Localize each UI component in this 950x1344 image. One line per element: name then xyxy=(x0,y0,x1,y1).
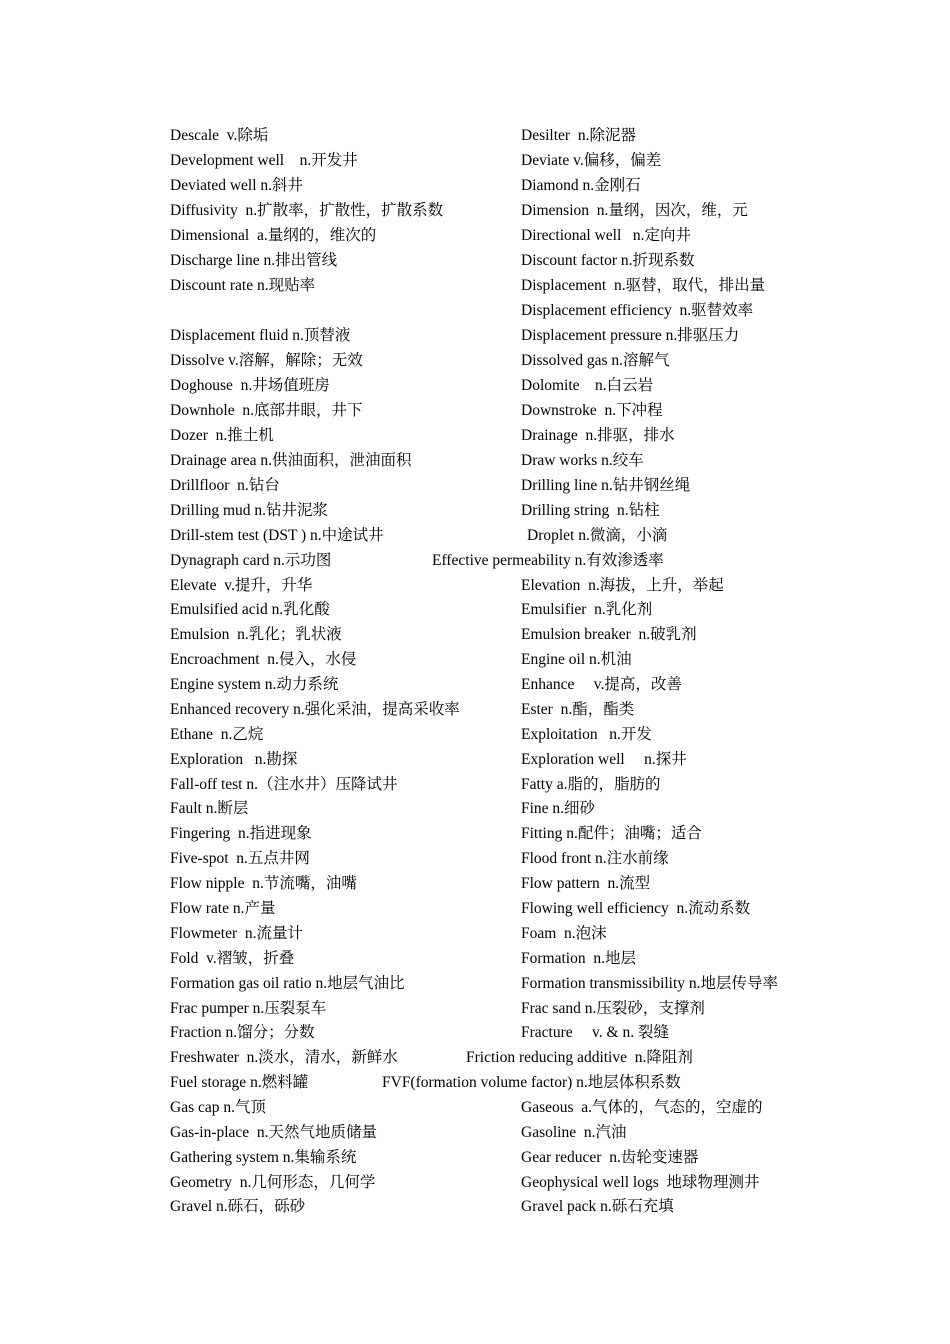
glossary-term-left: Engine system n.动力系统 xyxy=(170,676,339,693)
glossary-term-left: Elevate v.提升，升华 xyxy=(170,577,313,594)
glossary-term-left: Discount rate n.现贴率 xyxy=(170,277,316,294)
glossary-term-right: Dolomite n.白云岩 xyxy=(521,377,654,394)
glossary-term-right: Deviate v.偏移，偏差 xyxy=(521,152,662,169)
glossary-term-right: Displacement n.驱替，取代，排出量 xyxy=(521,277,766,294)
glossary-term-right: Desilter n.除泥器 xyxy=(521,127,636,144)
glossary-term-left: Geometry n.几何形态，几何学 xyxy=(170,1174,376,1191)
glossary-term-right: Fracture v. & n. 裂缝 xyxy=(521,1024,669,1041)
glossary-term-left: Drainage area n.供油面积，泄油面积 xyxy=(170,452,412,469)
glossary-term-right: FVF(formation volume factor) n.地层体积系数 xyxy=(382,1074,681,1091)
glossary-term-left: Development well n.开发井 xyxy=(170,152,358,169)
glossary-term-left: Enhanced recovery n.强化采油，提高采收率 xyxy=(170,701,460,718)
glossary-term-left: Discharge line n.排出管线 xyxy=(170,252,338,269)
glossary-term-right: Gravel pack n.砾石充填 xyxy=(521,1198,674,1215)
glossary-term-left: Dimensional a.量纲的，维次的 xyxy=(170,227,377,244)
glossary-term-right: Gaseous a.气体的，气态的，空虚的 xyxy=(521,1099,763,1116)
glossary-term-right: Elevation n.海拔，上升，举起 xyxy=(521,577,724,594)
glossary-term-right: Emulsifier n.乳化剂 xyxy=(521,601,653,618)
glossary-term-left: Formation gas oil ratio n.地层气油比 xyxy=(170,975,405,992)
glossary-term-right: Droplet n.微滴，小滴 xyxy=(527,527,668,544)
glossary-term-right: Flowing well efficiency n.流动系数 xyxy=(521,900,751,917)
glossary-term-right: Emulsion breaker n.破乳剂 xyxy=(521,626,697,643)
glossary-term-right: Drilling string n.钻柱 xyxy=(521,502,660,519)
glossary-term-right: Fatty a.脂的，脂肪的 xyxy=(521,776,661,793)
glossary-term-left: Drillfloor n.钻台 xyxy=(170,477,280,494)
glossary-term-right: Effective permeability n.有效渗透率 xyxy=(432,552,664,569)
glossary-term-left: Fuel storage n.燃料罐 xyxy=(170,1074,309,1091)
glossary-term-left: Frac pumper n.压裂泵车 xyxy=(170,1000,327,1017)
glossary-term-right: Flood front n.注水前缘 xyxy=(521,850,669,867)
glossary-term-right: Exploration well n.探井 xyxy=(521,751,687,768)
glossary-term-left: Exploration n.勘探 xyxy=(170,751,298,768)
glossary-term-left: Dissolve v.溶解，解除；无效 xyxy=(170,352,363,369)
glossary-term-left: Descale v.除垢 xyxy=(170,127,269,144)
glossary-term-left: Fold v.褶皱，折叠 xyxy=(170,950,295,967)
glossary-term-left: Fault n.断层 xyxy=(170,800,249,817)
glossary-term-left: Gathering system n.集输系统 xyxy=(170,1149,357,1166)
glossary-term-right: Gear reducer n.齿轮变速器 xyxy=(521,1149,699,1166)
glossary-term-right: Directional well n.定向井 xyxy=(521,227,692,244)
glossary-term-left: Dynagraph card n.示功图 xyxy=(170,552,332,569)
glossary-term-left: Downhole n.底部井眼，井下 xyxy=(170,402,363,419)
glossary-term-right: Fine n.细砂 xyxy=(521,800,596,817)
glossary-term-left: Drilling mud n.钻井泥浆 xyxy=(170,502,329,519)
glossary-term-right: Formation transmissibility n.地层传导率 xyxy=(521,975,779,992)
glossary-term-right: Geophysical well logs 地球物理测井 xyxy=(521,1174,760,1191)
glossary-term-right: Engine oil n.机油 xyxy=(521,651,632,668)
glossary-term-right: Fitting n.配件；油嘴；适合 xyxy=(521,825,702,842)
glossary-term-right: Drainage n.排驱，排水 xyxy=(521,427,675,444)
glossary-term-right: Draw works n.绞车 xyxy=(521,452,644,469)
glossary-term-left: Fraction n.馏分；分数 xyxy=(170,1024,315,1041)
glossary-term-right: Enhance v.提高，改善 xyxy=(521,676,682,693)
glossary-term-left: Flow nipple n.节流嘴，油嘴 xyxy=(170,875,357,892)
glossary-term-right: Discount factor n.折现系数 xyxy=(521,252,695,269)
glossary-term-right: Friction reducing additive n.降阻剂 xyxy=(466,1049,693,1066)
glossary-term-left: Five-spot n.五点井网 xyxy=(170,850,310,867)
glossary-term-left: Diffusivity n.扩散率，扩散性，扩散系数 xyxy=(170,202,444,219)
glossary-term-right: Frac sand n.压裂砂，支撑剂 xyxy=(521,1000,705,1017)
glossary-term-right: Drilling line n.钻井钢丝绳 xyxy=(521,477,691,494)
glossary-term-right: Exploitation n.开发 xyxy=(521,726,652,743)
glossary-term-left: Gravel n.砾石，砾砂 xyxy=(170,1198,306,1215)
glossary-term-left: Emulsion n.乳化；乳状液 xyxy=(170,626,342,643)
glossary-term-left: Freshwater n.淡水，清水，新鲜水 xyxy=(170,1049,398,1066)
glossary-term-left: Displacement fluid n.顶替液 xyxy=(170,327,351,344)
glossary-term-left: Fall-off test n.（注水井）压降试井 xyxy=(170,776,398,793)
glossary-term-left: Gas-in-place n.天然气地质储量 xyxy=(170,1124,378,1141)
glossary-term-left: Drill-stem test (DST ) n.中途试井 xyxy=(170,527,384,544)
glossary-term-left: Doghouse n.井场值班房 xyxy=(170,377,330,394)
glossary-term-left: Encroachment n.侵入，水侵 xyxy=(170,651,357,668)
glossary-term-right: Foam n.泡沫 xyxy=(521,925,607,942)
glossary-term-right: Flow pattern n.流型 xyxy=(521,875,651,892)
glossary-term-left: Deviated well n.斜井 xyxy=(170,177,304,194)
glossary-term-right: Diamond n.金刚石 xyxy=(521,177,641,194)
glossary-term-right: Dimension n.量纲，因次，维，元 xyxy=(521,202,748,219)
glossary-term-right: Dissolved gas n.溶解气 xyxy=(521,352,670,369)
glossary-term-left: Dozer n.推土机 xyxy=(170,427,274,444)
glossary-term-left: Fingering n.指进现象 xyxy=(170,825,312,842)
glossary-term-right: Gasoline n.汽油 xyxy=(521,1124,627,1141)
glossary-term-right: Displacement pressure n.排驱压力 xyxy=(521,327,740,344)
glossary-term-right: Displacement efficiency n.驱替效率 xyxy=(521,302,754,319)
glossary-term-right: Ester n.酯，酯类 xyxy=(521,701,635,718)
glossary-term-left: Ethane n.乙烷 xyxy=(170,726,264,743)
glossary-term-left: Flow rate n.产量 xyxy=(170,900,276,917)
glossary-term-left: Gas cap n.气顶 xyxy=(170,1099,266,1116)
glossary-term-right: Downstroke n.下冲程 xyxy=(521,402,663,419)
glossary-term-left: Flowmeter n.流量计 xyxy=(170,925,304,942)
glossary-term-left: Emulsified acid n.乳化酸 xyxy=(170,601,330,618)
glossary-term-right: Formation n.地层 xyxy=(521,950,636,967)
